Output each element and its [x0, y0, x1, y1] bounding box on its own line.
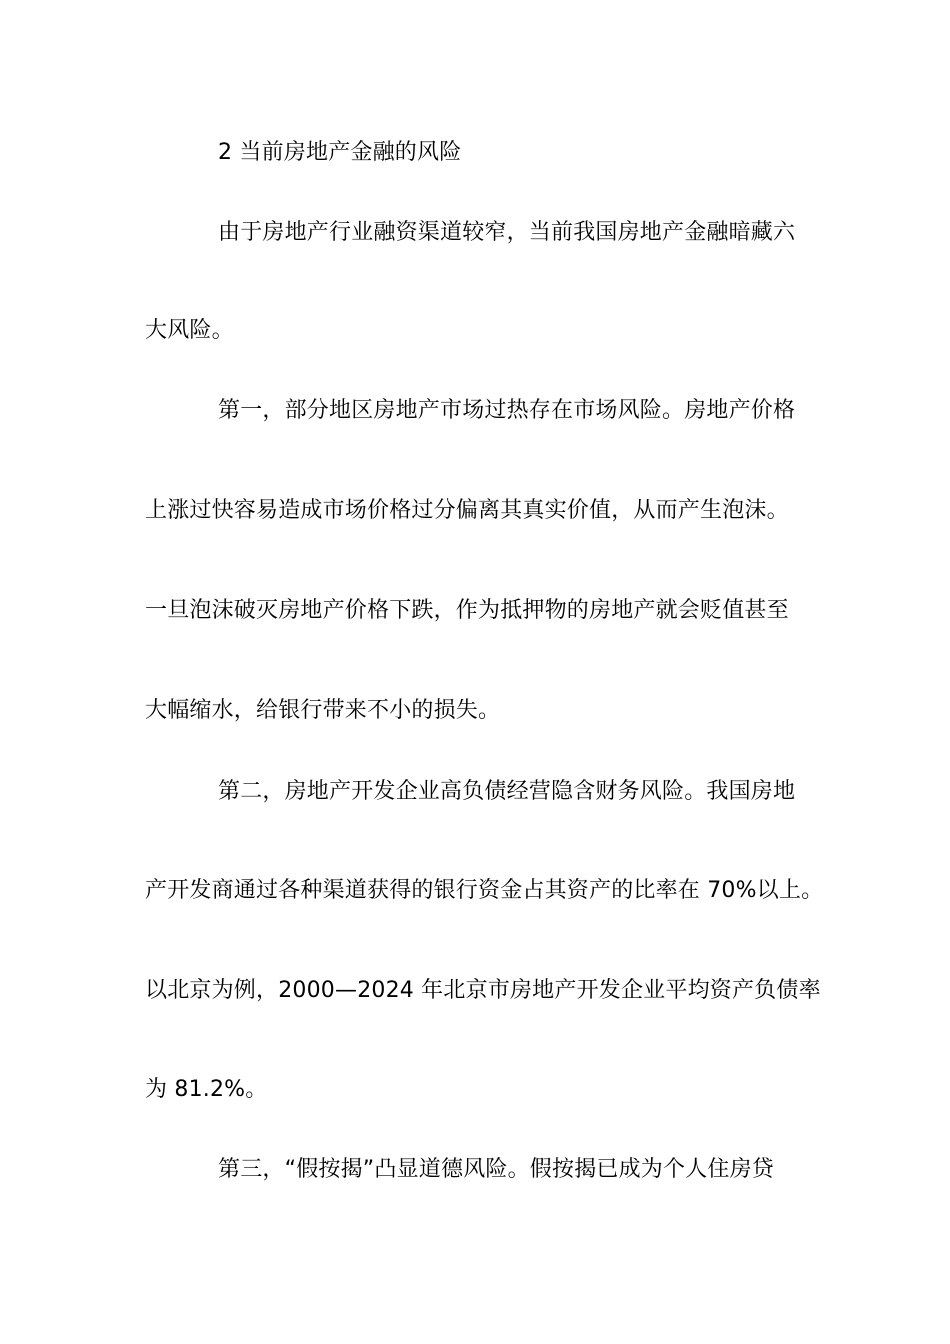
paragraph-line: 第三，“假按揭”凸显道德风险。假按揭已成为个人住房贷	[218, 1157, 774, 1182]
paragraph-line: 第二，房地产开发企业高负债经营隐含财务风险。我国房地	[218, 779, 796, 804]
paragraph-line: 以北京为例，2000—2024 年北京市房地产开发企业平均资产负债率	[145, 978, 821, 1003]
paragraph-line: 为 81.2%。	[145, 1077, 268, 1102]
section-heading: 2 当前房地产金融的风险	[218, 140, 462, 165]
paragraph-line: 产开发商通过各种渠道获得的银行资金占其资产的比率在 70%以上。	[145, 878, 824, 903]
paragraph-line: 由于房地产行业融资渠道较窄，当前我国房地产金融暗藏六	[218, 220, 796, 245]
paragraph-line: 一旦泡沫破灭房地产价格下跌，作为抵押物的房地产就会贬值甚至	[145, 598, 789, 623]
paragraph-line: 大幅缩水，给银行带来不小的损失。	[145, 698, 501, 723]
paragraph-line: 上涨过快容易造成市场价格过分偏离其真实价值，从而产生泡沫。	[145, 498, 789, 523]
paragraph-line: 第一，部分地区房地产市场过热存在市场风险。房地产价格	[218, 398, 796, 423]
paragraph-line: 大风险。	[145, 318, 234, 343]
